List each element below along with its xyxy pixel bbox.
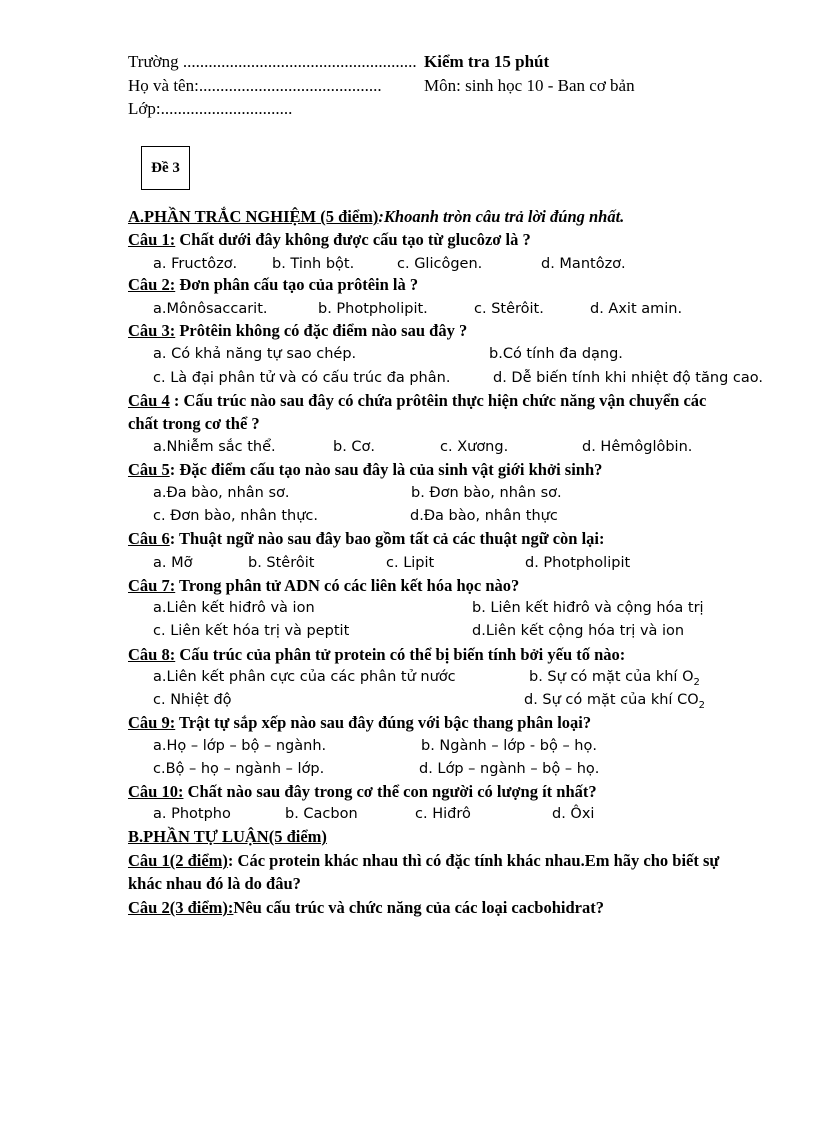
question-6 bbox=[128, 529, 605, 549]
question-label: Câu 6 bbox=[128, 529, 170, 548]
question-label: Câu 5 bbox=[128, 460, 170, 479]
question-1 bbox=[128, 230, 531, 250]
question-label: Câu 9: bbox=[128, 713, 176, 732]
q1-option-a[interactable]: a. Fructôzơ. bbox=[153, 256, 238, 272]
q1-option-c[interactable]: c. Glicôgen. bbox=[397, 256, 483, 272]
subscript: 2 bbox=[698, 699, 705, 711]
question-text: : Cấu trúc nào sau đây có chứa prôtêin thực hiện chức năng vận chuyển các bbox=[169, 391, 707, 410]
q6-option-a[interactable]: a. Mỡ bbox=[153, 555, 193, 571]
school-field: Trường ....................................................... bbox=[128, 52, 417, 71]
question-text: : Thuật ngữ nào sau đây bao gồm tất cả các thuật ngữ còn lại: bbox=[169, 529, 605, 548]
question-3 bbox=[128, 321, 467, 341]
q8-option-b[interactable] bbox=[529, 669, 700, 688]
question-label: Câu 7: bbox=[128, 576, 176, 595]
question-text: Trật tự sắp xếp nào sau đây đúng với bậc thang phân loại? bbox=[175, 713, 592, 732]
q7-option-b[interactable]: b. Liên kết hiđrô và cộng hóa trị bbox=[472, 600, 704, 616]
q8-option-a[interactable]: a.Liên kết phân cực của các phân tử nước bbox=[153, 669, 456, 685]
q2-option-a[interactable]: a.Mônôsaccarit. bbox=[153, 301, 268, 317]
q4-option-d[interactable]: d. Hêmôglôbin. bbox=[582, 439, 693, 455]
q10-option-b[interactable]: b. Cacbon bbox=[285, 806, 358, 822]
question-8 bbox=[128, 645, 625, 665]
question-text: Chất dưới đây không được cấu tạo từ glucôzơ là ? bbox=[175, 230, 531, 249]
exam-code: Đề 3 bbox=[151, 159, 180, 176]
question-label: Câu 3: bbox=[128, 321, 176, 340]
essay-q2-label: Câu 2(3 điểm): bbox=[128, 898, 234, 917]
q4-option-a[interactable]: a.Nhiễm sắc thể. bbox=[153, 439, 276, 455]
q8-option-b-text: b. Sự có mặt của khí O bbox=[529, 669, 694, 685]
essay-question-2 bbox=[128, 898, 604, 918]
test-title: Kiểm tra 15 phút bbox=[424, 52, 550, 71]
q5-option-b[interactable]: b. Đơn bào, nhân sơ. bbox=[411, 485, 562, 501]
question-label: Câu 4 bbox=[128, 391, 170, 410]
essay-q1-label: Câu 1(2 điểm) bbox=[128, 851, 228, 870]
q2-option-d[interactable]: d. Axit amin. bbox=[590, 301, 683, 317]
q5-option-c[interactable]: c. Đơn bào, nhân thực. bbox=[153, 508, 318, 524]
essay-q2-text: Nêu cấu trúc và chức năng của các loại cacbohidrat? bbox=[233, 898, 604, 917]
question-7 bbox=[128, 576, 519, 596]
q2-option-b[interactable]: b. Photpholipit. bbox=[318, 301, 428, 317]
q3-option-c[interactable]: c. Là đại phân tử và có cấu trúc đa phân. bbox=[153, 370, 451, 386]
essay-q1-text: : Các protein khác nhau thì có đặc tính khác nhau.Em hãy cho biết sự bbox=[227, 851, 720, 870]
part-a-instruction: :Khoanh tròn câu trả lời đúng nhất. bbox=[378, 207, 625, 226]
question-text: : Đặc điểm cấu tạo nào sau đây là của sinh vật giới khởi sinh? bbox=[169, 460, 603, 479]
question-label: Câu 2: bbox=[128, 275, 176, 294]
question-label: Câu 8: bbox=[128, 645, 176, 664]
question-text: Đơn phân cấu tạo của prôtêin là ? bbox=[175, 275, 419, 294]
question-label: Câu 1: bbox=[128, 230, 176, 249]
q7-option-a[interactable]: a.Liên kết hiđrô và ion bbox=[153, 600, 315, 616]
q7-option-c[interactable]: c. Liên kết hóa trị và peptit bbox=[153, 623, 350, 639]
q1-option-b[interactable]: b. Tinh bột. bbox=[272, 256, 355, 272]
question-5 bbox=[128, 460, 602, 480]
exam-code-box bbox=[141, 146, 190, 190]
q9-option-b[interactable]: b. Ngành – lớp - bộ – họ. bbox=[421, 738, 597, 754]
part-b-title: B.PHẦN TỰ LUẬN(5 điểm) bbox=[128, 827, 327, 846]
q4-option-b[interactable]: b. Cơ. bbox=[333, 439, 376, 455]
subscript: 2 bbox=[693, 676, 700, 688]
class-field: Lớp:............................... bbox=[128, 99, 293, 118]
part-a-heading bbox=[128, 207, 624, 227]
q3-option-a[interactable]: a. Có khả năng tự sao chép. bbox=[153, 346, 357, 362]
question-text: Chất nào sau đây trong cơ thể con người có lượng ít nhất? bbox=[183, 782, 597, 801]
q6-option-b[interactable]: b. Stêrôit bbox=[248, 555, 315, 571]
q3-option-b[interactable]: b.Có tính đa dạng. bbox=[489, 346, 623, 362]
question-2 bbox=[128, 275, 418, 295]
q5-option-a[interactable]: a.Đa bào, nhân sơ. bbox=[153, 485, 290, 501]
q8-option-d-text: d. Sự có mặt của khí CO bbox=[524, 692, 699, 708]
q3-option-d[interactable]: d. Dễ biến tính khi nhiệt độ tăng cao. bbox=[493, 370, 763, 386]
essay-question-1-continued: khác nhau đó là do đâu? bbox=[128, 874, 301, 893]
q8-option-c[interactable]: c. Nhiệt độ bbox=[153, 692, 232, 708]
q10-option-c[interactable]: c. Hiđrô bbox=[415, 806, 471, 822]
q9-option-d[interactable]: d. Lớp – ngành – bộ – họ. bbox=[419, 761, 600, 777]
q10-option-d[interactable]: d. Ôxi bbox=[552, 806, 595, 822]
question-9 bbox=[128, 713, 591, 733]
q6-option-c[interactable]: c. Lipit bbox=[386, 555, 435, 571]
part-a-title: A.PHẦN TRẮC NGHIỆM (5 điểm) bbox=[128, 207, 379, 226]
q5-option-d[interactable]: d.Đa bào, nhân thực bbox=[410, 508, 558, 524]
question-label: Câu 10: bbox=[128, 782, 184, 801]
q10-option-a[interactable]: a. Photpho bbox=[153, 806, 231, 822]
q2-option-c[interactable]: c. Stêrôit. bbox=[474, 301, 544, 317]
q8-option-d[interactable] bbox=[524, 692, 705, 711]
question-text: Cấu trúc của phân tử protein có thể bị biến tính bởi yếu tố nào: bbox=[175, 645, 626, 664]
q9-option-c[interactable]: c.Bộ – họ – ngành – lớp. bbox=[153, 761, 325, 777]
q1-option-d[interactable]: d. Mantôzơ. bbox=[541, 256, 626, 272]
question-10 bbox=[128, 782, 597, 802]
question-text: Prôtêin không có đặc điểm nào sau đây ? bbox=[175, 321, 468, 340]
q9-option-a[interactable]: a.Họ – lớp – bộ – ngành. bbox=[153, 738, 327, 754]
essay-question-1 bbox=[128, 851, 719, 871]
student-name-field: Họ và tên:........................................... bbox=[128, 76, 382, 95]
q4-option-c[interactable]: c. Xương. bbox=[440, 439, 509, 455]
subject-line: Môn: sinh học 10 - Ban cơ bản bbox=[424, 76, 635, 95]
question-4 bbox=[128, 391, 706, 411]
q7-option-d[interactable]: d.Liên kết cộng hóa trị và ion bbox=[472, 623, 685, 639]
question-4-continued: chất trong cơ thể ? bbox=[128, 414, 260, 433]
question-text: Trong phân tử ADN có các liên kết hóa học nào? bbox=[175, 576, 520, 595]
q6-option-d[interactable]: d. Photpholipit bbox=[525, 555, 631, 571]
